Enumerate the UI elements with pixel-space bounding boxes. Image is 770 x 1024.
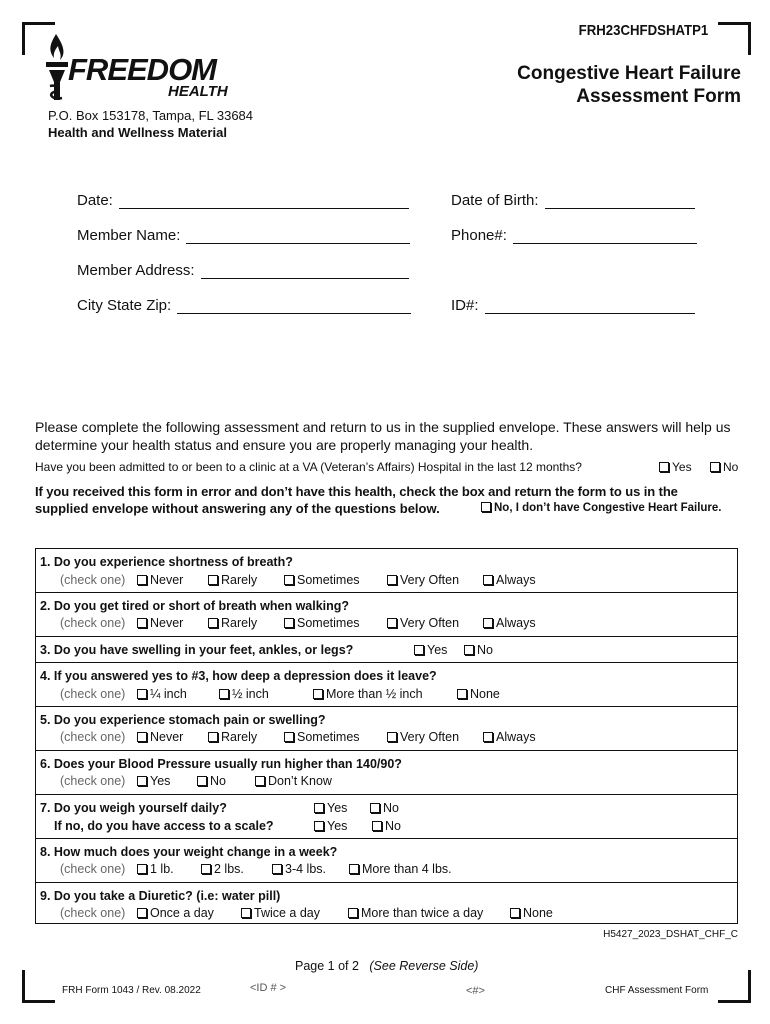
q4-option-quarter-inch[interactable]: ¼ inch xyxy=(137,687,187,701)
checkbox-icon xyxy=(201,864,211,874)
divider xyxy=(36,838,737,839)
freedom-health-logo xyxy=(44,34,244,106)
checkbox-icon xyxy=(137,776,147,786)
checkbox-icon xyxy=(255,776,265,786)
q2-option-sometimes[interactable]: Sometimes xyxy=(284,616,360,630)
va-no-checkbox[interactable]: No xyxy=(710,460,738,474)
checkbox-icon xyxy=(197,776,207,786)
q3-option-no[interactable]: No xyxy=(464,643,493,657)
form-code: FRH23CHFDSHATP1 xyxy=(578,22,708,39)
q1-option-never[interactable]: Never xyxy=(137,573,183,587)
document-code: H5427_2023_DSHAT_CHF_C xyxy=(603,929,738,940)
checkbox-icon xyxy=(208,575,218,585)
q1-option-rarely[interactable]: Rarely xyxy=(208,573,257,587)
checkbox-icon xyxy=(284,575,294,585)
error-notice-line2: supplied envelope without answering any of the questions below. xyxy=(35,501,440,516)
q9-option-twice[interactable]: Twice a day xyxy=(241,906,320,920)
checkbox-icon xyxy=(284,618,294,628)
checkbox-icon xyxy=(457,689,467,699)
logo-subtext: HEALTH xyxy=(168,83,228,100)
hash-placeholder: <#> xyxy=(466,985,485,997)
checkbox-icon xyxy=(510,908,520,918)
check-one-hint: (check one) xyxy=(60,774,126,788)
q5-option-always[interactable]: Always xyxy=(483,730,536,744)
divider xyxy=(36,750,737,751)
member-name-field[interactable]: Member Name: xyxy=(77,227,410,244)
checkbox-icon xyxy=(208,732,218,742)
q8-option-2lbs[interactable]: 2 lbs. xyxy=(201,862,244,876)
id-field[interactable]: ID#: xyxy=(451,297,695,314)
check-one-hint: (check one) xyxy=(60,687,126,701)
checkbox-icon xyxy=(349,864,359,874)
q9-option-more-than-twice[interactable]: More than twice a day xyxy=(348,906,483,920)
question-7: 7. Do you weigh yourself daily? xyxy=(40,801,227,815)
q8-option-1lb[interactable]: 1 lb. xyxy=(137,862,174,876)
q5-option-never[interactable]: Never xyxy=(137,730,183,744)
checkbox-icon xyxy=(137,908,147,918)
q5-option-rarely[interactable]: Rarely xyxy=(208,730,257,744)
checkbox-icon xyxy=(710,462,720,472)
date-field[interactable]: Date: xyxy=(77,192,409,209)
checkbox-icon xyxy=(387,575,397,585)
checkbox-icon xyxy=(137,575,147,585)
checkbox-icon xyxy=(137,864,147,874)
q9-option-once[interactable]: Once a day xyxy=(137,906,214,920)
member-address-field[interactable]: Member Address: xyxy=(77,262,409,279)
checkbox-icon xyxy=(219,689,229,699)
question-9: 9. Do you take a Diuretic? (i.e: water pill) xyxy=(40,889,281,903)
no-chf-checkbox[interactable]: No, I don’t have Congestive Heart Failure. xyxy=(481,502,722,514)
divider xyxy=(36,592,737,593)
checkbox-icon xyxy=(483,732,493,742)
q3-option-yes[interactable]: Yes xyxy=(414,643,447,657)
checkbox-icon xyxy=(284,732,294,742)
divider xyxy=(36,636,737,637)
divider xyxy=(36,706,737,707)
error-notice-line1: If you received this form in error and don’t have this health, check the box and return the form to us in the xyxy=(35,484,678,499)
checkbox-icon xyxy=(387,732,397,742)
question-7b: If no, do you have access to a scale? xyxy=(54,819,274,833)
instructions-line2: determine your health status and ensure you are properly managing your health. xyxy=(35,437,534,453)
question-4: 4. If you answered yes to #3, how deep a depression does it leave? xyxy=(40,669,437,683)
check-one-hint: (check one) xyxy=(60,573,126,587)
q6-option-yes[interactable]: Yes xyxy=(137,774,170,788)
q6-option-no[interactable]: No xyxy=(197,774,226,788)
question-2: 2. Do you get tired or short of breath when walking? xyxy=(40,599,350,613)
question-1: 1. Do you experience shortness of breath? xyxy=(40,555,293,569)
corner-mark-bottom-left xyxy=(22,970,55,1003)
q2-option-always[interactable]: Always xyxy=(483,616,536,630)
corner-mark-bottom-right xyxy=(718,970,751,1003)
checkbox-icon xyxy=(137,618,147,628)
checkbox-icon xyxy=(314,821,324,831)
check-one-hint: (check one) xyxy=(60,862,126,876)
assessment-questions xyxy=(35,548,738,924)
question-8: 8. How much does your weight change in a week? xyxy=(40,845,338,859)
q1-option-always[interactable]: Always xyxy=(483,573,536,587)
checkbox-icon xyxy=(348,908,358,918)
checkbox-icon xyxy=(370,803,380,813)
page-indicator: Page 1 of 2 (See Reverse Side) xyxy=(295,959,479,973)
q8-option-more-than-4[interactable]: More than 4 lbs. xyxy=(349,862,452,876)
form-revision: FRH Form 1043 / Rev. 08.2022 xyxy=(62,985,201,996)
id-placeholder: <ID # > xyxy=(250,982,287,994)
q1-option-sometimes[interactable]: Sometimes xyxy=(284,573,360,587)
question-3: 3. Do you have swelling in your feet, ankles, or legs? xyxy=(40,643,354,657)
divider xyxy=(36,882,737,883)
q7b-option-no[interactable]: No xyxy=(372,819,401,833)
q4-option-more-than-half[interactable]: More than ½ inch xyxy=(313,687,423,701)
q7b-option-yes[interactable]: Yes xyxy=(314,819,347,833)
question-5: 5. Do you experience stomach pain or swelling? xyxy=(40,713,326,727)
q7-option-yes[interactable]: Yes xyxy=(314,801,347,815)
q4-option-none[interactable]: None xyxy=(457,687,500,701)
checkbox-icon xyxy=(387,618,397,628)
q6-option-dont-know[interactable]: Don’t Know xyxy=(255,774,332,788)
city-state-zip-field[interactable]: City State Zip: xyxy=(77,297,411,314)
mailing-address: P.O. Box 153178, Tampa, FL 33684 xyxy=(48,108,254,123)
instructions-line1: Please complete the following assessment and return to us in the supplied envelope. These answers will help us xyxy=(35,419,731,435)
checkbox-icon xyxy=(272,864,282,874)
check-one-hint: (check one) xyxy=(60,906,126,920)
q2-option-very-often[interactable]: Very Often xyxy=(387,616,459,630)
divider xyxy=(36,662,737,663)
form-name: CHF Assessment Form xyxy=(605,985,709,996)
q5-option-sometimes[interactable]: Sometimes xyxy=(284,730,360,744)
checkbox-icon xyxy=(464,645,474,655)
q7-option-no[interactable]: No xyxy=(370,801,399,815)
page-title: Congestive Heart Failure Assessment Form xyxy=(517,63,741,107)
q1-option-very-often[interactable]: Very Often xyxy=(387,573,459,587)
checkbox-icon xyxy=(659,462,669,472)
checkbox-icon xyxy=(137,689,147,699)
checkbox-icon xyxy=(414,645,424,655)
phone-field[interactable]: Phone#: xyxy=(451,227,697,244)
divider xyxy=(36,794,737,795)
check-one-hint: (check one) xyxy=(60,616,126,630)
logo-wordmark: FREEDOM xyxy=(68,52,216,87)
va-question: Have you been admitted to or been to a clinic at a VA (Veteran’s Affairs) Hospital in the last 12 months? xyxy=(35,460,582,474)
corner-mark-top-right xyxy=(718,22,751,55)
q4-option-half-inch[interactable]: ½ inch xyxy=(219,687,269,701)
checkbox-icon xyxy=(241,908,251,918)
q5-option-very-often[interactable]: Very Often xyxy=(387,730,459,744)
question-6: 6. Does your Blood Pressure usually run higher than 140/90? xyxy=(40,757,402,771)
checkbox-icon xyxy=(137,732,147,742)
check-one-hint: (check one) xyxy=(60,730,126,744)
q8-option-3-4lbs[interactable]: 3-4 lbs. xyxy=(272,862,326,876)
checkbox-icon xyxy=(481,502,491,512)
checkbox-icon xyxy=(372,821,382,831)
q9-option-none[interactable]: None xyxy=(510,906,553,920)
q2-option-rarely[interactable]: Rarely xyxy=(208,616,257,630)
checkbox-icon xyxy=(314,803,324,813)
checkbox-icon xyxy=(483,575,493,585)
va-yes-checkbox[interactable]: Yes xyxy=(659,460,692,474)
q2-option-never[interactable]: Never xyxy=(137,616,183,630)
checkbox-icon xyxy=(483,618,493,628)
material-label: Health and Wellness Material xyxy=(48,125,227,140)
checkbox-icon xyxy=(313,689,323,699)
dob-field[interactable]: Date of Birth: xyxy=(451,192,695,209)
checkbox-icon xyxy=(208,618,218,628)
